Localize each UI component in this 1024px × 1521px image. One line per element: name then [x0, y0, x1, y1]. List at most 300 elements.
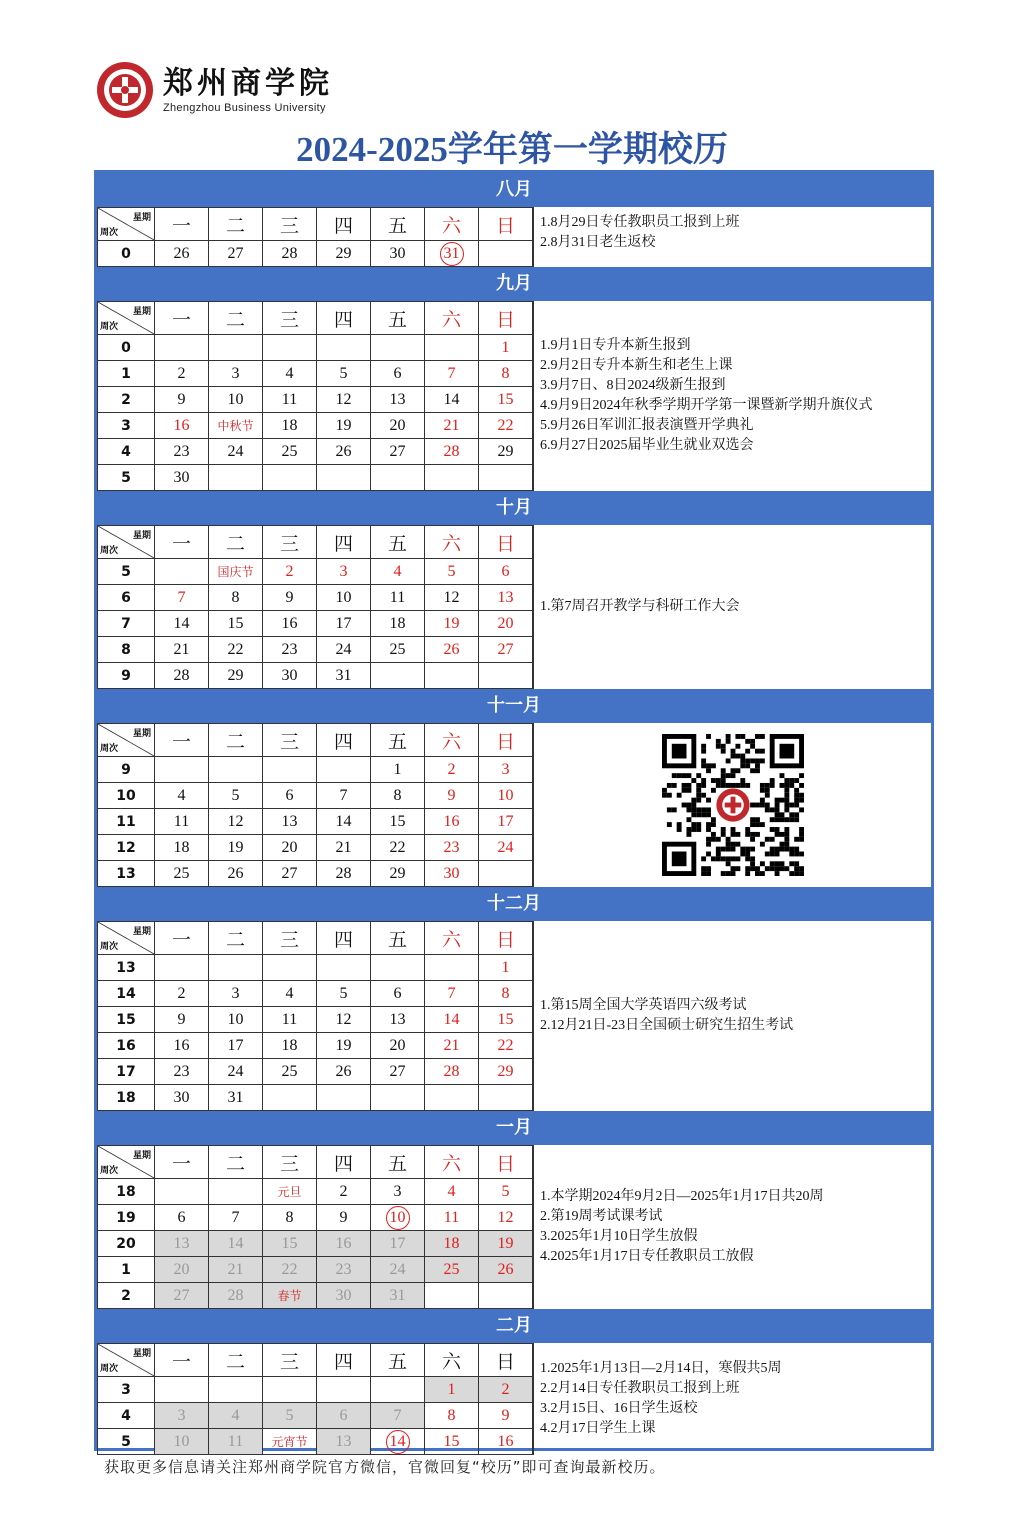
notes-panel: [533, 1145, 931, 1309]
week-row: [98, 1231, 533, 1257]
date-cell: 16: [155, 1033, 209, 1059]
date-cell: 27: [209, 241, 263, 267]
empty-cell: [209, 1179, 263, 1205]
date-cell: 1: [479, 955, 533, 981]
weekday-5: 五: [371, 922, 425, 955]
weekday-3: 三: [263, 922, 317, 955]
date-cell: 23: [425, 835, 479, 861]
week-number: 19: [98, 1205, 155, 1231]
notes-panel: [533, 921, 931, 1111]
corner-cell: [98, 922, 155, 955]
date-cell: 29: [209, 663, 263, 689]
date-cell: 25: [155, 861, 209, 887]
corner-week-label: 周次: [100, 1364, 119, 1374]
week-number: 18: [98, 1085, 155, 1111]
month-block: [97, 207, 931, 267]
empty-cell: [425, 1085, 479, 1111]
date-cell: 9: [479, 1403, 533, 1429]
date-cell: 20: [479, 611, 533, 637]
date-cell: 1: [371, 757, 425, 783]
date-cell: 9: [155, 387, 209, 413]
date-cell: 3: [317, 559, 371, 585]
weekday-4: 四: [317, 208, 371, 241]
weekday-header-row: [98, 526, 533, 559]
week-row: [98, 861, 533, 887]
date-cell: 13: [317, 1429, 371, 1455]
note-item: 1.第7周召开教学与科研工作大会: [540, 599, 740, 614]
weekday-header-row: [98, 208, 533, 241]
date-cell: 27: [263, 861, 317, 887]
weekday-6: 六: [425, 526, 479, 559]
weekday-7: 日: [479, 1146, 533, 1179]
date-cell: 30: [263, 663, 317, 689]
date-cell: 13: [479, 585, 533, 611]
date-cell: 22: [263, 1257, 317, 1283]
note-item: 3.2月15日、16日学生返校: [540, 1401, 698, 1416]
date-cell: 30: [425, 861, 479, 887]
date-cell: 29: [479, 1059, 533, 1085]
notes-panel: [533, 525, 931, 689]
date-cell: 14: [155, 611, 209, 637]
weekday-7: 日: [479, 1344, 533, 1377]
empty-cell: [155, 559, 209, 585]
date-cell: 13: [155, 1231, 209, 1257]
date-cell: 1: [479, 335, 533, 361]
week-number: 2: [98, 387, 155, 413]
date-cell: [263, 1283, 317, 1309]
date-cell: 24: [371, 1257, 425, 1283]
weekday-1: 一: [155, 208, 209, 241]
date-cell: 13: [263, 809, 317, 835]
corner-cell: [98, 724, 155, 757]
weekday-4: 四: [317, 922, 371, 955]
circled-date: 10: [386, 1206, 410, 1230]
date-cell: 17: [209, 1033, 263, 1059]
date-cell: [209, 413, 263, 439]
weekday-6: 六: [425, 302, 479, 335]
week-number: 2: [98, 1283, 155, 1309]
week-row: [98, 783, 533, 809]
date-cell: 20: [371, 1033, 425, 1059]
date-cell: 15: [425, 1429, 479, 1455]
date-cell: 14: [317, 809, 371, 835]
qr-panel: [533, 723, 931, 887]
date-cell: 24: [479, 835, 533, 861]
date-cell: [371, 1205, 425, 1231]
weekday-6: 六: [425, 208, 479, 241]
month-table: [97, 921, 533, 1111]
weekday-1: 一: [155, 1344, 209, 1377]
date-cell: 4: [263, 361, 317, 387]
date-cell: 23: [155, 1059, 209, 1085]
week-row: [98, 1059, 533, 1085]
date-cell: 7: [425, 981, 479, 1007]
corner-cell: [98, 1344, 155, 1377]
empty-cell: [155, 955, 209, 981]
weekday-header-row: [98, 302, 533, 335]
date-cell: 26: [479, 1257, 533, 1283]
date-cell: 14: [425, 1007, 479, 1033]
corner-week-label: 周次: [100, 322, 119, 332]
weekday-1: 一: [155, 1146, 209, 1179]
note-item: 4.9月9日2024年秋季学期开学第一课暨新学期升旗仪式: [540, 398, 873, 413]
date-cell: 19: [479, 1231, 533, 1257]
weekday-6: 六: [425, 922, 479, 955]
week-number: 0: [98, 335, 155, 361]
weekday-5: 五: [371, 724, 425, 757]
date-cell: 2: [317, 1179, 371, 1205]
empty-cell: [479, 241, 533, 267]
empty-cell: [371, 955, 425, 981]
date-cell: 30: [155, 465, 209, 491]
date-cell: 27: [479, 637, 533, 663]
date-cell: 11: [155, 809, 209, 835]
date-cell: 21: [425, 413, 479, 439]
week-number: 6: [98, 585, 155, 611]
date-cell: 17: [317, 611, 371, 637]
week-row: [98, 361, 533, 387]
page-title: 2024-2025学年第一学期校历: [296, 130, 728, 169]
date-cell: 8: [425, 1403, 479, 1429]
date-cell: 26: [317, 439, 371, 465]
header: [0, 0, 1024, 170]
week-number: 12: [98, 835, 155, 861]
empty-cell: [371, 335, 425, 361]
weekday-2: 二: [209, 1344, 263, 1377]
notes-panel: [533, 1343, 931, 1455]
date-cell: 19: [317, 413, 371, 439]
note-item: 4.2025年1月17日专任教职员工放假: [540, 1249, 754, 1264]
date-cell: 29: [371, 861, 425, 887]
empty-cell: [155, 335, 209, 361]
week-number: 1: [98, 361, 155, 387]
empty-cell: [479, 861, 533, 887]
date-cell: 5: [263, 1403, 317, 1429]
month-table: [97, 301, 533, 491]
month-block: [97, 525, 931, 689]
date-cell: 22: [209, 637, 263, 663]
date-cell: 29: [317, 241, 371, 267]
date-cell: 13: [371, 387, 425, 413]
date-cell: 20: [263, 835, 317, 861]
week-row: [98, 835, 533, 861]
date-cell: 26: [425, 637, 479, 663]
month-block: [97, 1343, 931, 1455]
date-cell: 9: [155, 1007, 209, 1033]
date-cell: 7: [425, 361, 479, 387]
date-cell: 25: [263, 439, 317, 465]
date-cell: 11: [263, 1007, 317, 1033]
empty-cell: [425, 465, 479, 491]
weekday-6: 六: [425, 1146, 479, 1179]
notes-panel: [533, 207, 931, 267]
month-table: [97, 1343, 533, 1455]
weekday-5: 五: [371, 302, 425, 335]
week-number: 3: [98, 413, 155, 439]
week-number: 15: [98, 1007, 155, 1033]
month-block: [97, 1145, 931, 1309]
weekday-4: 四: [317, 724, 371, 757]
empty-cell: [317, 955, 371, 981]
empty-cell: [155, 1377, 209, 1403]
weekday-3: 三: [263, 302, 317, 335]
weekday-5: 五: [371, 208, 425, 241]
week-row: [98, 585, 533, 611]
empty-cell: [371, 465, 425, 491]
date-cell: 12: [209, 809, 263, 835]
week-number: 4: [98, 1403, 155, 1429]
month-block: [97, 723, 931, 887]
corner-cell: [98, 1146, 155, 1179]
note-item: 2.9月2日专升本新生和老生上课: [540, 358, 733, 373]
empty-cell: [425, 955, 479, 981]
date-cell: 24: [209, 439, 263, 465]
week-row: [98, 335, 533, 361]
week-number: 8: [98, 637, 155, 663]
date-cell: 2: [155, 981, 209, 1007]
month-title: 一月: [97, 1111, 931, 1145]
week-number: 5: [98, 559, 155, 585]
empty-cell: [479, 1085, 533, 1111]
empty-cell: [263, 1377, 317, 1403]
corner-day-label: 星期: [132, 213, 151, 223]
date-cell: 6: [371, 981, 425, 1007]
weekday-7: 日: [479, 724, 533, 757]
date-cell: 12: [479, 1205, 533, 1231]
corner-cell: [98, 208, 155, 241]
date-cell: 4: [371, 559, 425, 585]
corner-day-label: 星期: [132, 1349, 151, 1359]
date-cell: 18: [263, 1033, 317, 1059]
weekday-2: 二: [209, 526, 263, 559]
week-row: [98, 559, 533, 585]
week-number: 4: [98, 439, 155, 465]
date-cell: 19: [425, 611, 479, 637]
date-cell: 26: [317, 1059, 371, 1085]
empty-cell: [317, 757, 371, 783]
date-cell: 12: [425, 585, 479, 611]
notes-panel: [533, 301, 931, 491]
corner-week-label: 周次: [100, 228, 119, 238]
month-title: 十一月: [97, 689, 931, 723]
week-row: [98, 981, 533, 1007]
week-row: [98, 1257, 533, 1283]
weekday-3: 三: [263, 1146, 317, 1179]
weekday-6: 六: [425, 1344, 479, 1377]
date-cell: 8: [209, 585, 263, 611]
empty-cell: [155, 1179, 209, 1205]
week-number: 1: [98, 1257, 155, 1283]
date-cell: 16: [317, 1231, 371, 1257]
weekday-4: 四: [317, 302, 371, 335]
week-number: 20: [98, 1231, 155, 1257]
logo: [95, 60, 333, 120]
date-cell: 30: [317, 1283, 371, 1309]
week-row: [98, 465, 533, 491]
date-cell: 23: [155, 439, 209, 465]
week-number: 11: [98, 809, 155, 835]
date-cell: 15: [479, 387, 533, 413]
date-cell: 4: [263, 981, 317, 1007]
weekday-header-row: [98, 1344, 533, 1377]
date-cell: 24: [317, 637, 371, 663]
week-number: 5: [98, 465, 155, 491]
week-number: 10: [98, 783, 155, 809]
date-cell: 3: [209, 361, 263, 387]
date-cell: 15: [263, 1231, 317, 1257]
note-item: 2.12月21日-23日全国硕士研究生招生考试: [540, 1018, 794, 1033]
corner-week-label: 周次: [100, 744, 119, 754]
weekday-3: 三: [263, 208, 317, 241]
date-cell: 2: [263, 559, 317, 585]
date-cell: 11: [425, 1205, 479, 1231]
weekday-6: 六: [425, 724, 479, 757]
empty-cell: [425, 1283, 479, 1309]
weekday-5: 五: [371, 1344, 425, 1377]
weekday-4: 四: [317, 1344, 371, 1377]
weekday-5: 五: [371, 1146, 425, 1179]
week-number: 9: [98, 757, 155, 783]
date-cell: 5: [425, 559, 479, 585]
calendar: [94, 170, 934, 1451]
week-row: [98, 1085, 533, 1111]
date-cell: 5: [317, 981, 371, 1007]
week-number: 7: [98, 611, 155, 637]
note-item: 1.本学期2024年9月2日—2025年1月17日共20周: [540, 1189, 824, 1204]
date-cell: 5: [479, 1179, 533, 1205]
corner-day-label: 星期: [132, 1151, 151, 1161]
date-cell: 15: [479, 1007, 533, 1033]
date-cell: [371, 1429, 425, 1455]
weekday-1: 一: [155, 526, 209, 559]
date-cell: 25: [425, 1257, 479, 1283]
date-cell: 10: [209, 1007, 263, 1033]
date-cell: 7: [371, 1403, 425, 1429]
note-item: 1.9月1日专升本新生报到: [540, 338, 691, 353]
empty-cell: [425, 663, 479, 689]
date-cell: 8: [263, 1205, 317, 1231]
week-number: 3: [98, 1377, 155, 1403]
date-cell: 15: [209, 611, 263, 637]
date-cell: 18: [371, 611, 425, 637]
corner-cell: [98, 302, 155, 335]
date-cell: 18: [263, 413, 317, 439]
date-cell: 6: [479, 559, 533, 585]
date-cell: 16: [155, 413, 209, 439]
date-cell: 11: [209, 1429, 263, 1455]
month-table: [97, 1145, 533, 1309]
week-number: 14: [98, 981, 155, 1007]
empty-cell: [263, 465, 317, 491]
empty-cell: [263, 1085, 317, 1111]
week-number: 18: [98, 1179, 155, 1205]
note-item: 1.2025年1月13日—2月14日，寒假共5周: [540, 1361, 782, 1376]
date-cell: 16: [479, 1429, 533, 1455]
qr-code-icon: [662, 734, 804, 876]
week-number: 0: [98, 241, 155, 267]
week-row: [98, 387, 533, 413]
note-item: 4.2月17日学生上课: [540, 1421, 656, 1436]
note-item: 1.8月29日专任教职员工报到上班: [540, 215, 740, 230]
week-row: [98, 663, 533, 689]
month-table: [97, 207, 533, 267]
week-row: [98, 955, 533, 981]
date-cell: 22: [479, 1033, 533, 1059]
date-cell: 27: [371, 439, 425, 465]
circled-date: 31: [440, 242, 464, 266]
corner-week-label: 周次: [100, 942, 119, 952]
date-cell: [263, 1179, 317, 1205]
holiday-label: 中秋节: [217, 418, 254, 433]
week-row: [98, 1205, 533, 1231]
date-cell: 6: [317, 1403, 371, 1429]
weekday-4: 四: [317, 526, 371, 559]
week-number: 16: [98, 1033, 155, 1059]
note-item: 2.8月31日老生返校: [540, 235, 656, 250]
date-cell: 17: [479, 809, 533, 835]
date-cell: [263, 1429, 317, 1455]
note-item: 2.2月14日专任教职员工报到上班: [540, 1381, 740, 1396]
note-item: 3.9月7日、8日2024级新生报到: [540, 378, 726, 393]
date-cell: 28: [425, 1059, 479, 1085]
note-item: 1.第15周全国大学英语四六级考试: [540, 998, 747, 1013]
empty-cell: [317, 1377, 371, 1403]
corner-day-label: 星期: [132, 729, 151, 739]
month-title: 八月: [97, 173, 931, 207]
weekday-header-row: [98, 1146, 533, 1179]
date-cell: 28: [263, 241, 317, 267]
week-number: 17: [98, 1059, 155, 1085]
weekday-2: 二: [209, 922, 263, 955]
school-name-cn: 郑州商学院: [163, 66, 333, 101]
date-cell: 5: [317, 361, 371, 387]
date-cell: 9: [263, 585, 317, 611]
empty-cell: [317, 1085, 371, 1111]
date-cell: 26: [155, 241, 209, 267]
week-number: 13: [98, 955, 155, 981]
empty-cell: [479, 663, 533, 689]
date-cell: 6: [263, 783, 317, 809]
weekday-7: 日: [479, 922, 533, 955]
date-cell: 11: [371, 585, 425, 611]
month-table: [97, 723, 533, 887]
date-cell: 25: [371, 637, 425, 663]
month-title: 十二月: [97, 887, 931, 921]
date-cell: 12: [317, 1007, 371, 1033]
holiday-label: 国庆节: [217, 564, 254, 579]
date-cell: 13: [371, 1007, 425, 1033]
empty-cell: [209, 335, 263, 361]
week-row: [98, 757, 533, 783]
week-row: [98, 1403, 533, 1429]
date-cell: 9: [317, 1205, 371, 1231]
week-row: [98, 1429, 533, 1455]
date-cell: 22: [479, 413, 533, 439]
month-title: 二月: [97, 1309, 931, 1343]
weekday-7: 日: [479, 208, 533, 241]
date-cell: 23: [263, 637, 317, 663]
date-cell: 21: [155, 637, 209, 663]
week-row: [98, 637, 533, 663]
date-cell: 9: [425, 783, 479, 809]
date-cell: 10: [317, 585, 371, 611]
date-cell: 14: [209, 1231, 263, 1257]
date-cell: 21: [317, 835, 371, 861]
corner-day-label: 星期: [132, 531, 151, 541]
weekday-5: 五: [371, 526, 425, 559]
empty-cell: [317, 465, 371, 491]
week-number: 13: [98, 861, 155, 887]
